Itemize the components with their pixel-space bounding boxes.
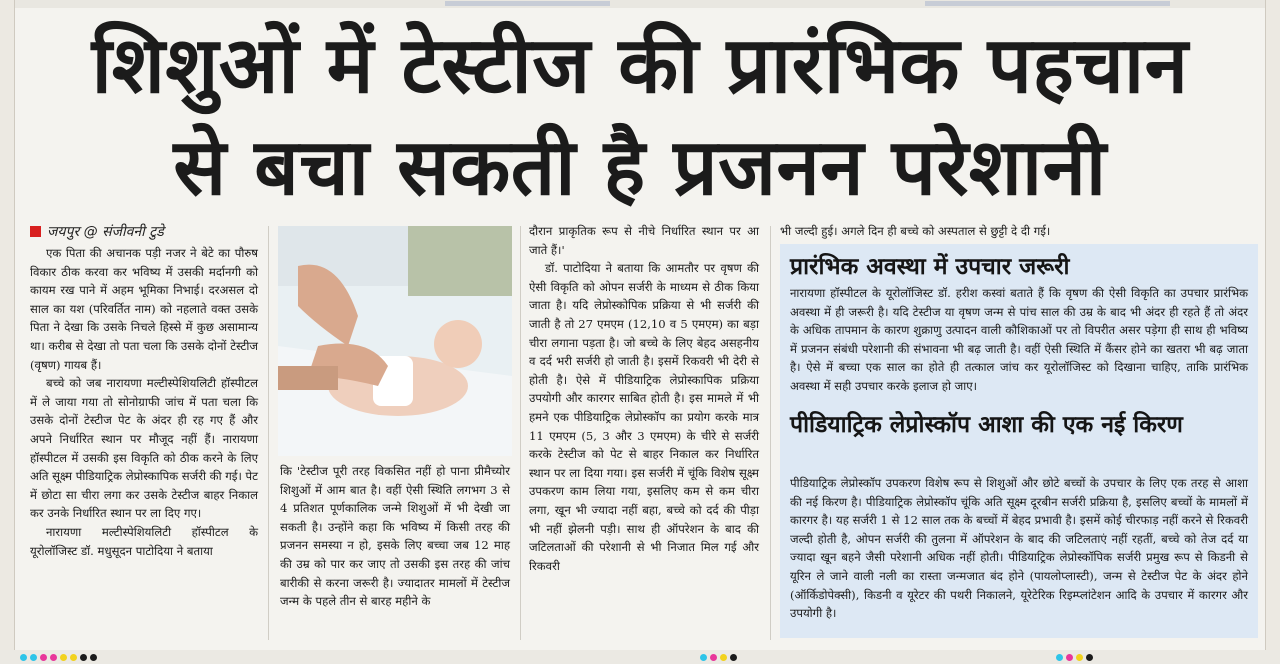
column-divider: [770, 226, 771, 640]
yellow-dot: [1076, 654, 1083, 661]
byline: [30, 222, 164, 241]
yellow-dot: [70, 654, 77, 661]
print-registration-dots: [20, 654, 97, 661]
left-page-edge: [0, 0, 15, 664]
box-heading-2: पीडियाट्रिक लेप्रोस्कॉप आशा की एक नई किरण: [790, 412, 1183, 438]
top-strip-block: [445, 1, 610, 6]
article-column-4-top: [780, 222, 1246, 241]
paragraph: भी जल्दी हुई। अगले दिन ही बच्चे को अस्पताल से छुट्टी दे दी गई।: [780, 224, 1051, 238]
cyan-dot: [30, 654, 37, 661]
page-top-strip: [0, 0, 1280, 8]
paragraph: कि 'टेस्टीज पूरी तरह विकसित नहीं हो पाना प्रीमैच्योर शिशुओं में आम बात है। वहीं ऐसी स्थिति लगभग 3 से 4 प्रतिशत पूर्णकालिक जन्मे शिशुओं में भी देखी जा सकती है। उन्होंने कहा कि भविष्य में किसी तरह की प्रजनन समस्या न हो, इसके लिए बच्चा जब 12 माह की उम्र को पार कर जाए तो उसकी इस तरह की जांच बारीकी से करना जरूरी है। ज्यादातर मामलों में टेस्टीज जन्म के पहले तीन से बारह महीने के: [280, 464, 510, 609]
cyan-dot: [20, 654, 27, 661]
yellow-dot: [720, 654, 727, 661]
paragraph: डॉ. पाटोदिया ने बताया कि आमतौर पर वृषण की ऐसी विकृति को ओपन सर्जरी के माध्यम से ठीक किया जाता है। यदि लेप्रोस्कोपिक प्रक्रिया से भी सर्जरी की जाती है तो 27 एमएम (12,10 व 5 एमएम) का बड़ा चीरा लगाना पड़ता है। जो बच्चे के लिए बेहद असहनीय व दर्द भरी सर्जरी हो जाती है। इसमें रिकवरी भी देरी से होती है। ऐसे में पीडियाट्रिक लेप्रोस्कापिक प्रक्रिया उपयोगी और कारगर साबित होती है। इस मामले में भी हमने एक पीडियाट्रिक लेप्रोस्कॉप का प्रयोग करके मात्र 11 एमएम (5, 3 और 3 एमएम) के चीरे से सर्जरी करके टेस्टीज को पेट से बाहर निकाल कर निर्धारित स्थान पर ला दिया गया। इस सर्जरी में चूंकि विशेष सूक्ष्म उपकरण काम लिया गया, इसलिए कम से कम चीरा लगा, खून भी ज्यादा नहीं बहा, बच्चे को दर्द की पीड़ा भी नहीं झेलनी पड़ी। साथ ही ऑपरेशन के बाद की जटिलताओं की परेशानी से भी निजात मिल गई और रिकवरी: [529, 261, 759, 573]
article-column-3: [529, 222, 759, 575]
right-page-edge: [1265, 0, 1280, 664]
box-heading-1: प्रारंभिक अवस्था में उपचार जरूरी: [790, 254, 1070, 280]
headline-line-1: शिशुओं में टेस्टीज की प्रारंभिक पहचान: [91, 21, 1189, 111]
black-dot: [90, 654, 97, 661]
article-column-2: [280, 462, 510, 611]
paragraph: दौरान प्राकृतिक रूप से नीचे निर्धारित स्थान पर आ जाते हैं।': [529, 224, 759, 257]
cyan-dot: [1056, 654, 1063, 661]
magenta-dot: [1066, 654, 1073, 661]
byline-marker-icon: [30, 226, 41, 237]
black-dot: [1086, 654, 1093, 661]
box-text-2: पीडियाट्रिक लेप्रोस्कॉप उपकरण विशेष रूप से शिशुओं और छोटे बच्चों के उपचार के लिए एक तरह से आशा की नई किरण है। पीडियाट्रिक लेप्रोस्कॉप चूंकि अति सूक्ष्म दूरबीन सर्जरी प्रक्रिया है, इसलिए बच्चों के मामलों में कारगर है। यह सर्जरी 1 से 12 साल तक के बच्चों में बेहद प्रभावी है। इसमें कोई चीरफाड़ नहीं करने से रिकवरी जल्दी होती है, ओपन सर्जरी की तुलना में ऑपरेशन के बाद की जटिलताएं नहीं रहतीं, बच्चे को तेज दर्द या ज्यादा खून बहने जैसी परेशानी अधिक नहीं होती। पीडियाट्रिक लेप्रोस्कॉपिक सर्जरी प्रमुख रूप से किडनी से यूरिन ले जाने वाली नली का रास्ता जन्मजात बंद होने (पायलोप्लास्टी), जन्म से टेस्टीज पेट के अंदर होने (ऑर्किडोपेक्सी), किडनी व यूरेटर की पथरी निकालने, यूरेटेरिक रिइम्प्लांटेशन आदि के उपचार में कारगर और उपयोगी है।: [790, 476, 1248, 621]
paragraph: एक पिता की अचानक पड़ी नजर ने बेटे का पौरुष विकार ठीक करवा कर भविष्य में उसकी मर्दानगी को कायम रख पाने में अहम भूमिका निभाई। दरअसल दो साल का यश (परिवर्तित नाम) को नहलाते वक्त उसके पिता ने देखा कि उसके निचले हिस्से में कुछ असामान्य था। करीब से देखा तो पता चला कि उसके दोनों टेस्टीज (वृषण) गायब हैं।: [30, 246, 258, 372]
print-registration-dots: [1056, 654, 1093, 661]
highlight-box: [780, 244, 1258, 638]
paragraph: बच्चे को जब नारायणा मल्टीस्पेशियलिटी हॉस्पीटल में ले जाया गया तो सोनोग्राफी जांच में पता चला कि उसके दोनों टेस्टीज पेट के अंदर ही रह गए हैं और अपने निर्धारित स्थान पर मौजूद नहीं हैं। नारायणा हॉस्पीटल में उसकी इस विकृति को ठीक करने के लिए अति सूक्ष्म पीडियाट्रिक लेप्रोस्कापिक सर्जरी की गई। पेट में छोटा सा चीरा लगा कर उसके टेस्टीज बाहर निकाल कर उनके निर्धारित स्थान पर ला दिए गए।: [30, 376, 258, 521]
magenta-dot: [710, 654, 717, 661]
box-text-1: नारायणा हॉस्पीटल के यूरोलॉजिस्ट डॉ. हरीश कस्वां बताते हैं कि वृषण की ऐसी विकृति का उपचार प्रारंभिक अवस्था में ही जरूरी है। यदि टेस्टीज या वृषण जन्म से पांच साल की उम्र के बाद भी अंदर ही रहते हैं तो अंदर के अधिक तापमान के कारण शुक्राणु उत्पादन वाली कौशिकाओं पर तो विपरीत असर पड़ेगा ही साथ ही भविष्य में प्रजनन संबंधी परेशानी की संभावना भी बढ़ जाती है। वहीं ऐसी स्थिति में कैंसर होने का खतरा भी बढ़ जाता है। ऐसे में बच्चा एक साल का होते ही तत्काल जांच कर यूरोलॉजिस्ट को दिखाना चाहिए, ताकि प्रारंभिक अवस्था में सही उपचार करके इलाज हो जाए।: [790, 286, 1248, 393]
black-dot: [730, 654, 737, 661]
cyan-dot: [700, 654, 707, 661]
magenta-dot: [50, 654, 57, 661]
print-registration-dots: [700, 654, 737, 661]
black-dot: [80, 654, 87, 661]
magenta-dot: [40, 654, 47, 661]
column-divider: [268, 226, 269, 640]
paragraph: नारायणा मल्टीस्पेशियलिटी हॉस्पीटल के यूरोलॉजिस्ट डॉ. मधुसूदन पाटोदिया ने बताया: [30, 524, 258, 558]
top-strip-block: [925, 1, 1170, 6]
article-column-1: [30, 244, 258, 560]
article-photo: [278, 226, 512, 456]
headline-line-2: से बचा सकती है प्रजनन परेशानी: [173, 123, 1107, 213]
page-bottom-strip: [0, 650, 1280, 664]
baby-examination-photo: [278, 226, 512, 456]
byline-text: जयपुर @ संजीवनी टुडे: [47, 224, 164, 240]
yellow-dot: [60, 654, 67, 661]
column-divider: [520, 226, 521, 640]
